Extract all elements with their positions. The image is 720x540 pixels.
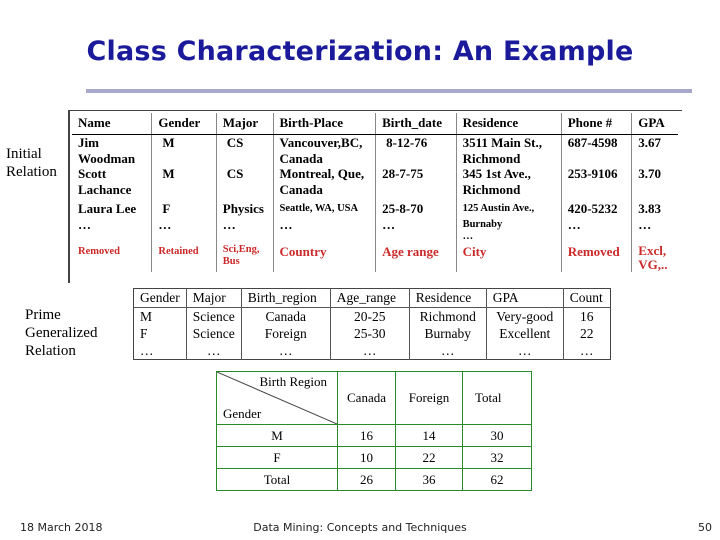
table-cell: … [561, 217, 632, 233]
page-number: 50 [698, 521, 712, 534]
generalization-row [72, 242, 678, 272]
footer-title: Data Mining: Concepts and Techniques [253, 521, 467, 534]
table-cell [376, 182, 457, 198]
table-cell: Jim [78, 135, 99, 150]
column-header: Residence [456, 113, 561, 135]
table-cell: Science [186, 325, 241, 342]
table-row [72, 135, 678, 151]
initial-relation-label [6, 145, 57, 181]
table-cell: Science [186, 308, 241, 326]
table-cell: Laura Lee [78, 201, 137, 216]
table-cell: 25-8-70 [376, 197, 457, 217]
table-cell: 3511 Main St., [456, 135, 561, 151]
initial-relation-table [72, 113, 678, 272]
crosstab-column-label: Total [463, 372, 532, 425]
table-cell: 8-12-76 [376, 135, 457, 151]
table-cell: … [409, 342, 486, 360]
crosstab-cell: 10 [338, 447, 396, 469]
table-cell: … [152, 217, 216, 233]
table-cell [376, 232, 457, 242]
table-cell: Woodman [78, 150, 136, 166]
crosstab-row [217, 425, 532, 447]
table-cell [561, 182, 632, 198]
table-cell: Richmond [409, 308, 486, 326]
crosstab-col-header: Birth Region [259, 374, 327, 389]
table-cell: 125 Austin Ave., [456, 197, 561, 217]
generalization-op: Retained [152, 242, 216, 272]
slide-title: Class Characterization: An Example [86, 36, 634, 67]
prime-relation-label [25, 306, 97, 360]
crosstab-row-header: Gender [223, 406, 262, 421]
table-cell: … [486, 342, 563, 360]
column-header: Residence [409, 289, 486, 308]
table-cell: CS [216, 135, 273, 151]
table-cell [561, 151, 632, 167]
table-cell: 3.83 [632, 197, 678, 217]
table-cell: Vancouver,BC, [273, 135, 376, 151]
table-cell: … [134, 342, 187, 360]
prime-generalized-table [133, 288, 611, 360]
table-cell: M [134, 308, 187, 326]
column-header: Major [186, 289, 241, 308]
column-header: Age_range [330, 289, 409, 308]
table-cell: Very-good [486, 308, 563, 326]
column-header: Phone # [561, 113, 632, 135]
column-header: Birth_date [376, 113, 457, 135]
generalization-op: Removed [561, 242, 632, 272]
crosstab-column-label: Foreign [396, 372, 463, 425]
table-cell: Canada [273, 151, 376, 167]
table-row [134, 342, 611, 360]
table-cell [376, 151, 457, 167]
table-cell: … [456, 232, 561, 242]
table-row [72, 166, 678, 182]
table-cell: Canada [273, 182, 376, 198]
table-row [72, 232, 678, 242]
crosstab-table [216, 371, 532, 491]
table-cell [216, 151, 273, 167]
table-cell: 3.67 [632, 135, 678, 151]
table-cell: Scott [78, 166, 107, 181]
table-cell [216, 232, 273, 242]
label-line: Relation [6, 164, 57, 180]
table-cell: 253-9106 [561, 166, 632, 182]
table-cell: F [152, 197, 216, 217]
crosstab-row [217, 469, 532, 491]
crosstab-cell: 32 [463, 447, 532, 469]
table-row [72, 151, 678, 167]
label-line: Relation [25, 343, 76, 359]
table-cell: F [134, 325, 187, 342]
generalization-op: Age range [376, 242, 457, 272]
crosstab-column-label: Canada [338, 372, 396, 425]
table-cell: 345 1st Ave., [456, 166, 561, 182]
table-cell: Canada [241, 308, 330, 326]
column-header: Birth_region [241, 289, 330, 308]
crosstab-corner [217, 372, 338, 425]
generalization-op: Excl, VG,.. [632, 242, 678, 272]
table-cell [216, 182, 273, 198]
label-line: Initial [6, 146, 42, 162]
table-cell: … [376, 217, 457, 233]
table-cell: Physics [216, 197, 273, 217]
crosstab-row-label: Total [217, 469, 338, 491]
table-cell: Burnaby [409, 325, 486, 342]
table-row [134, 308, 611, 326]
table-cell: Excellent [486, 325, 563, 342]
label-line: Prime [25, 307, 61, 323]
table-cell: … [330, 342, 409, 360]
column-header: Gender [134, 289, 187, 308]
crosstab-cell: 22 [396, 447, 463, 469]
column-header: Count [563, 289, 610, 308]
title-underline [86, 89, 692, 93]
table-cell: Lachance [78, 181, 132, 197]
crosstab-row-label: F [217, 447, 338, 469]
crosstab-cell: 36 [396, 469, 463, 491]
table-cell: 3.70 [632, 166, 678, 182]
table-cell [273, 232, 376, 242]
crosstab-row [217, 447, 532, 469]
column-header: Major [216, 113, 273, 135]
generalization-op: Country [273, 242, 376, 272]
table-cell: 687-4598 [561, 135, 632, 151]
table-header-row [72, 113, 678, 135]
column-header: Birth-Place [273, 113, 376, 135]
generalization-op: Sci,Eng, Bus [216, 242, 273, 272]
table-cell: … [632, 217, 678, 233]
label-line: Generalized [25, 325, 98, 341]
footer-date: 18 March 2018 [20, 521, 103, 534]
crosstab-cell: 26 [338, 469, 396, 491]
table-cell [632, 182, 678, 198]
crosstab-header-row [217, 372, 532, 425]
table-cell: M [152, 166, 216, 182]
table-row [72, 182, 678, 198]
crosstab-cell: 16 [338, 425, 396, 447]
table-cell: 22 [579, 326, 594, 341]
table-cell: 420-5232 [561, 197, 632, 217]
table-cell: Richmond [456, 151, 561, 167]
crosstab-cell: 30 [463, 425, 532, 447]
table-cell: … [78, 216, 91, 232]
table-cell: 25-30 [330, 325, 409, 342]
table-cell: Foreign [241, 325, 330, 342]
table-cell: … [579, 343, 594, 358]
crosstab-cell: 62 [463, 469, 532, 491]
table-cell: … [186, 342, 241, 360]
table-cell: … [216, 217, 273, 233]
table-cell: … [273, 217, 376, 233]
crosstab-row-label: M [217, 425, 338, 447]
table-cell: Montreal, Que, [273, 166, 376, 182]
table-cell: Richmond [456, 182, 561, 198]
table-cell: … [241, 342, 330, 360]
table-cell [152, 182, 216, 198]
table-row [134, 325, 611, 342]
column-header: Name [72, 113, 152, 135]
table-cell: 28-7-75 [376, 166, 457, 182]
table-cell: Seattle, WA, USA [273, 197, 376, 217]
table-cell: M [152, 135, 216, 151]
crosstab-cell: 14 [396, 425, 463, 447]
generalization-op: City [456, 242, 561, 272]
table-cell [632, 151, 678, 167]
table-cell [72, 232, 152, 242]
table-cell: Burnaby [456, 217, 561, 233]
table-header-row [134, 289, 611, 308]
generalization-op: Removed [78, 246, 120, 257]
column-header: GPA [632, 113, 678, 135]
table-cell: 16 [579, 309, 594, 324]
table-cell: CS [216, 166, 273, 182]
column-header: GPA [486, 289, 563, 308]
table-row [72, 217, 678, 233]
table-cell [152, 151, 216, 167]
table-cell: 20-25 [330, 308, 409, 326]
table-row [72, 197, 678, 217]
table-cell [152, 232, 216, 242]
table-cell [561, 232, 632, 242]
table-cell [632, 232, 678, 242]
column-header: Gender [152, 113, 216, 135]
